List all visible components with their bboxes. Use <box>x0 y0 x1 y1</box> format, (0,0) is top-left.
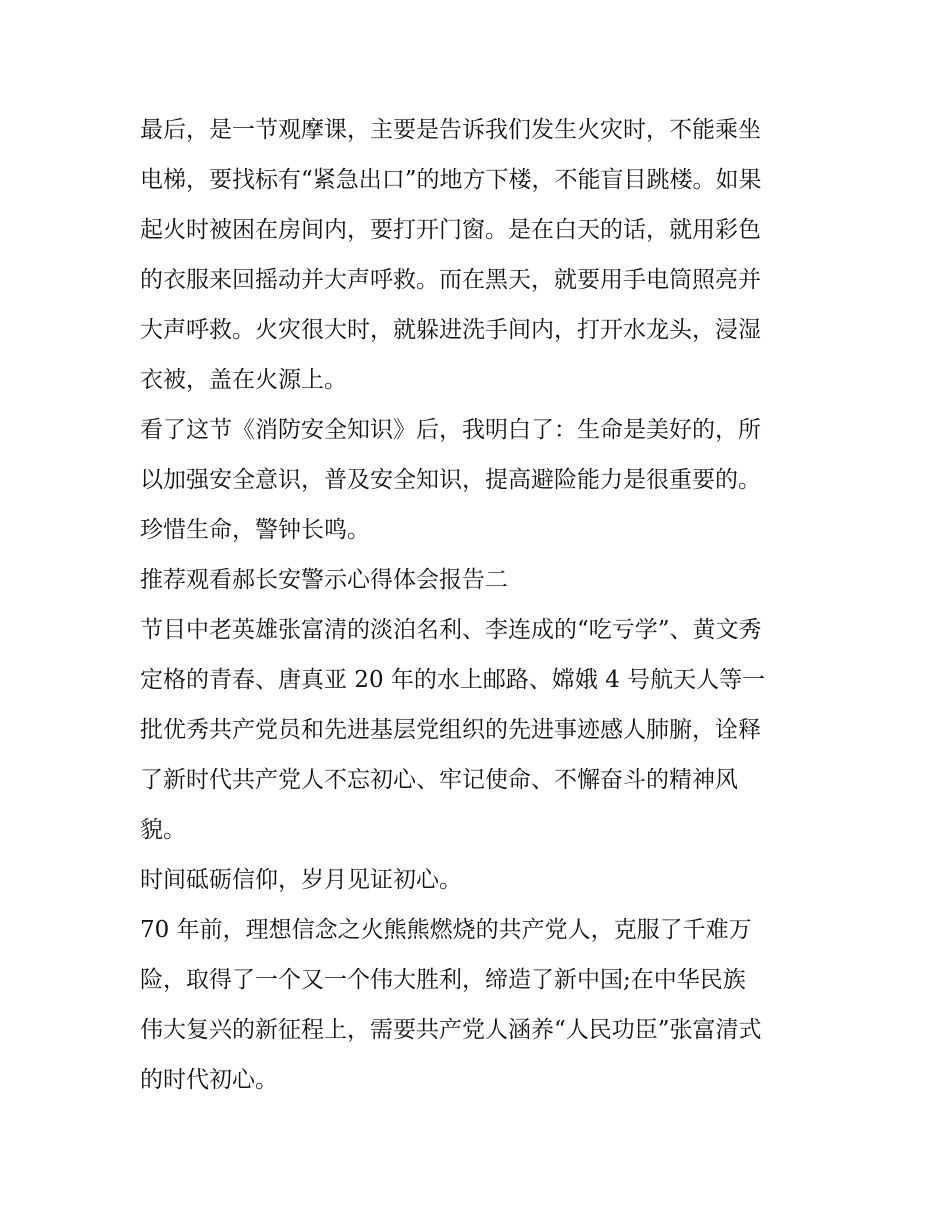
text-line: 批优秀共产党员和先进基层党组织的先进事迹感人肺腑，诠释 <box>140 717 761 743</box>
text-line: 伟大复兴的新征程上，需要共产党人涵养“人民功臣”张富清式 <box>140 1017 762 1043</box>
text-line: 以加强安全意识，普及安全知识，提高避险能力是很重要的。 <box>140 467 761 493</box>
text-line: 的衣服来回摇动并大声呼救。而在黑天，就要用手电筒照亮并 <box>140 267 761 293</box>
text-line: 时间砥砺信仰，岁月见证初心。 <box>140 867 462 893</box>
text-line: 貌。 <box>140 817 186 843</box>
paragraph-faith-time <box>140 855 815 905</box>
text-line: 节目中老英雄张富清的淡泊名利、李连成的“吃亏学”、黄文秀 <box>140 617 762 643</box>
text-line: 珍惜生命，警钟长鸣。 <box>140 517 370 543</box>
heading-line: 推荐观看郝长安警示心得体会报告二 <box>140 567 508 593</box>
text-line: 看了这节《消防安全知识》后，我明白了：生命是美好的，所 <box>140 417 761 443</box>
text-line: 大声呼救。火灾很大时，就躲进洗手间内，打开水龙头，浸湿 <box>140 317 761 343</box>
text-line: 险，取得了一个又一个伟大胜利，缔造了新中国;在中华民族 <box>140 967 746 993</box>
text-line: 电梯，要找标有“紧急出口”的地方下楼，不能盲目跳楼。如果 <box>140 167 762 193</box>
text-line: 衣被，盖在火源上。 <box>140 367 347 393</box>
text-line: 的时代初心。 <box>140 1067 278 1093</box>
paragraph-reflection <box>140 405 815 555</box>
text-line: 最后，是一节观摩课，主要是告诉我们发生火灾时，不能乘坐 <box>140 117 761 143</box>
document-body <box>140 105 815 1105</box>
paragraph-program-heroes <box>140 605 815 855</box>
paragraph-seventy-years <box>140 905 815 1105</box>
text-line: 起火时被困在房间内，要打开门窗。是在白天的话，就用彩色 <box>140 217 761 243</box>
text-line: 定格的青春、唐真亚 20 年的水上邮路、嫦娥 4 号航天人等一 <box>140 667 766 693</box>
text-line: 了新时代共产党人不忘初心、牢记使命、不懈奋斗的精神风 <box>140 767 738 793</box>
text-line: 70 年前，理想信念之火熊熊燃烧的共产党人，克服了千难万 <box>140 917 752 943</box>
paragraph-fire-safety-lesson <box>140 105 815 405</box>
section-heading <box>140 555 815 605</box>
